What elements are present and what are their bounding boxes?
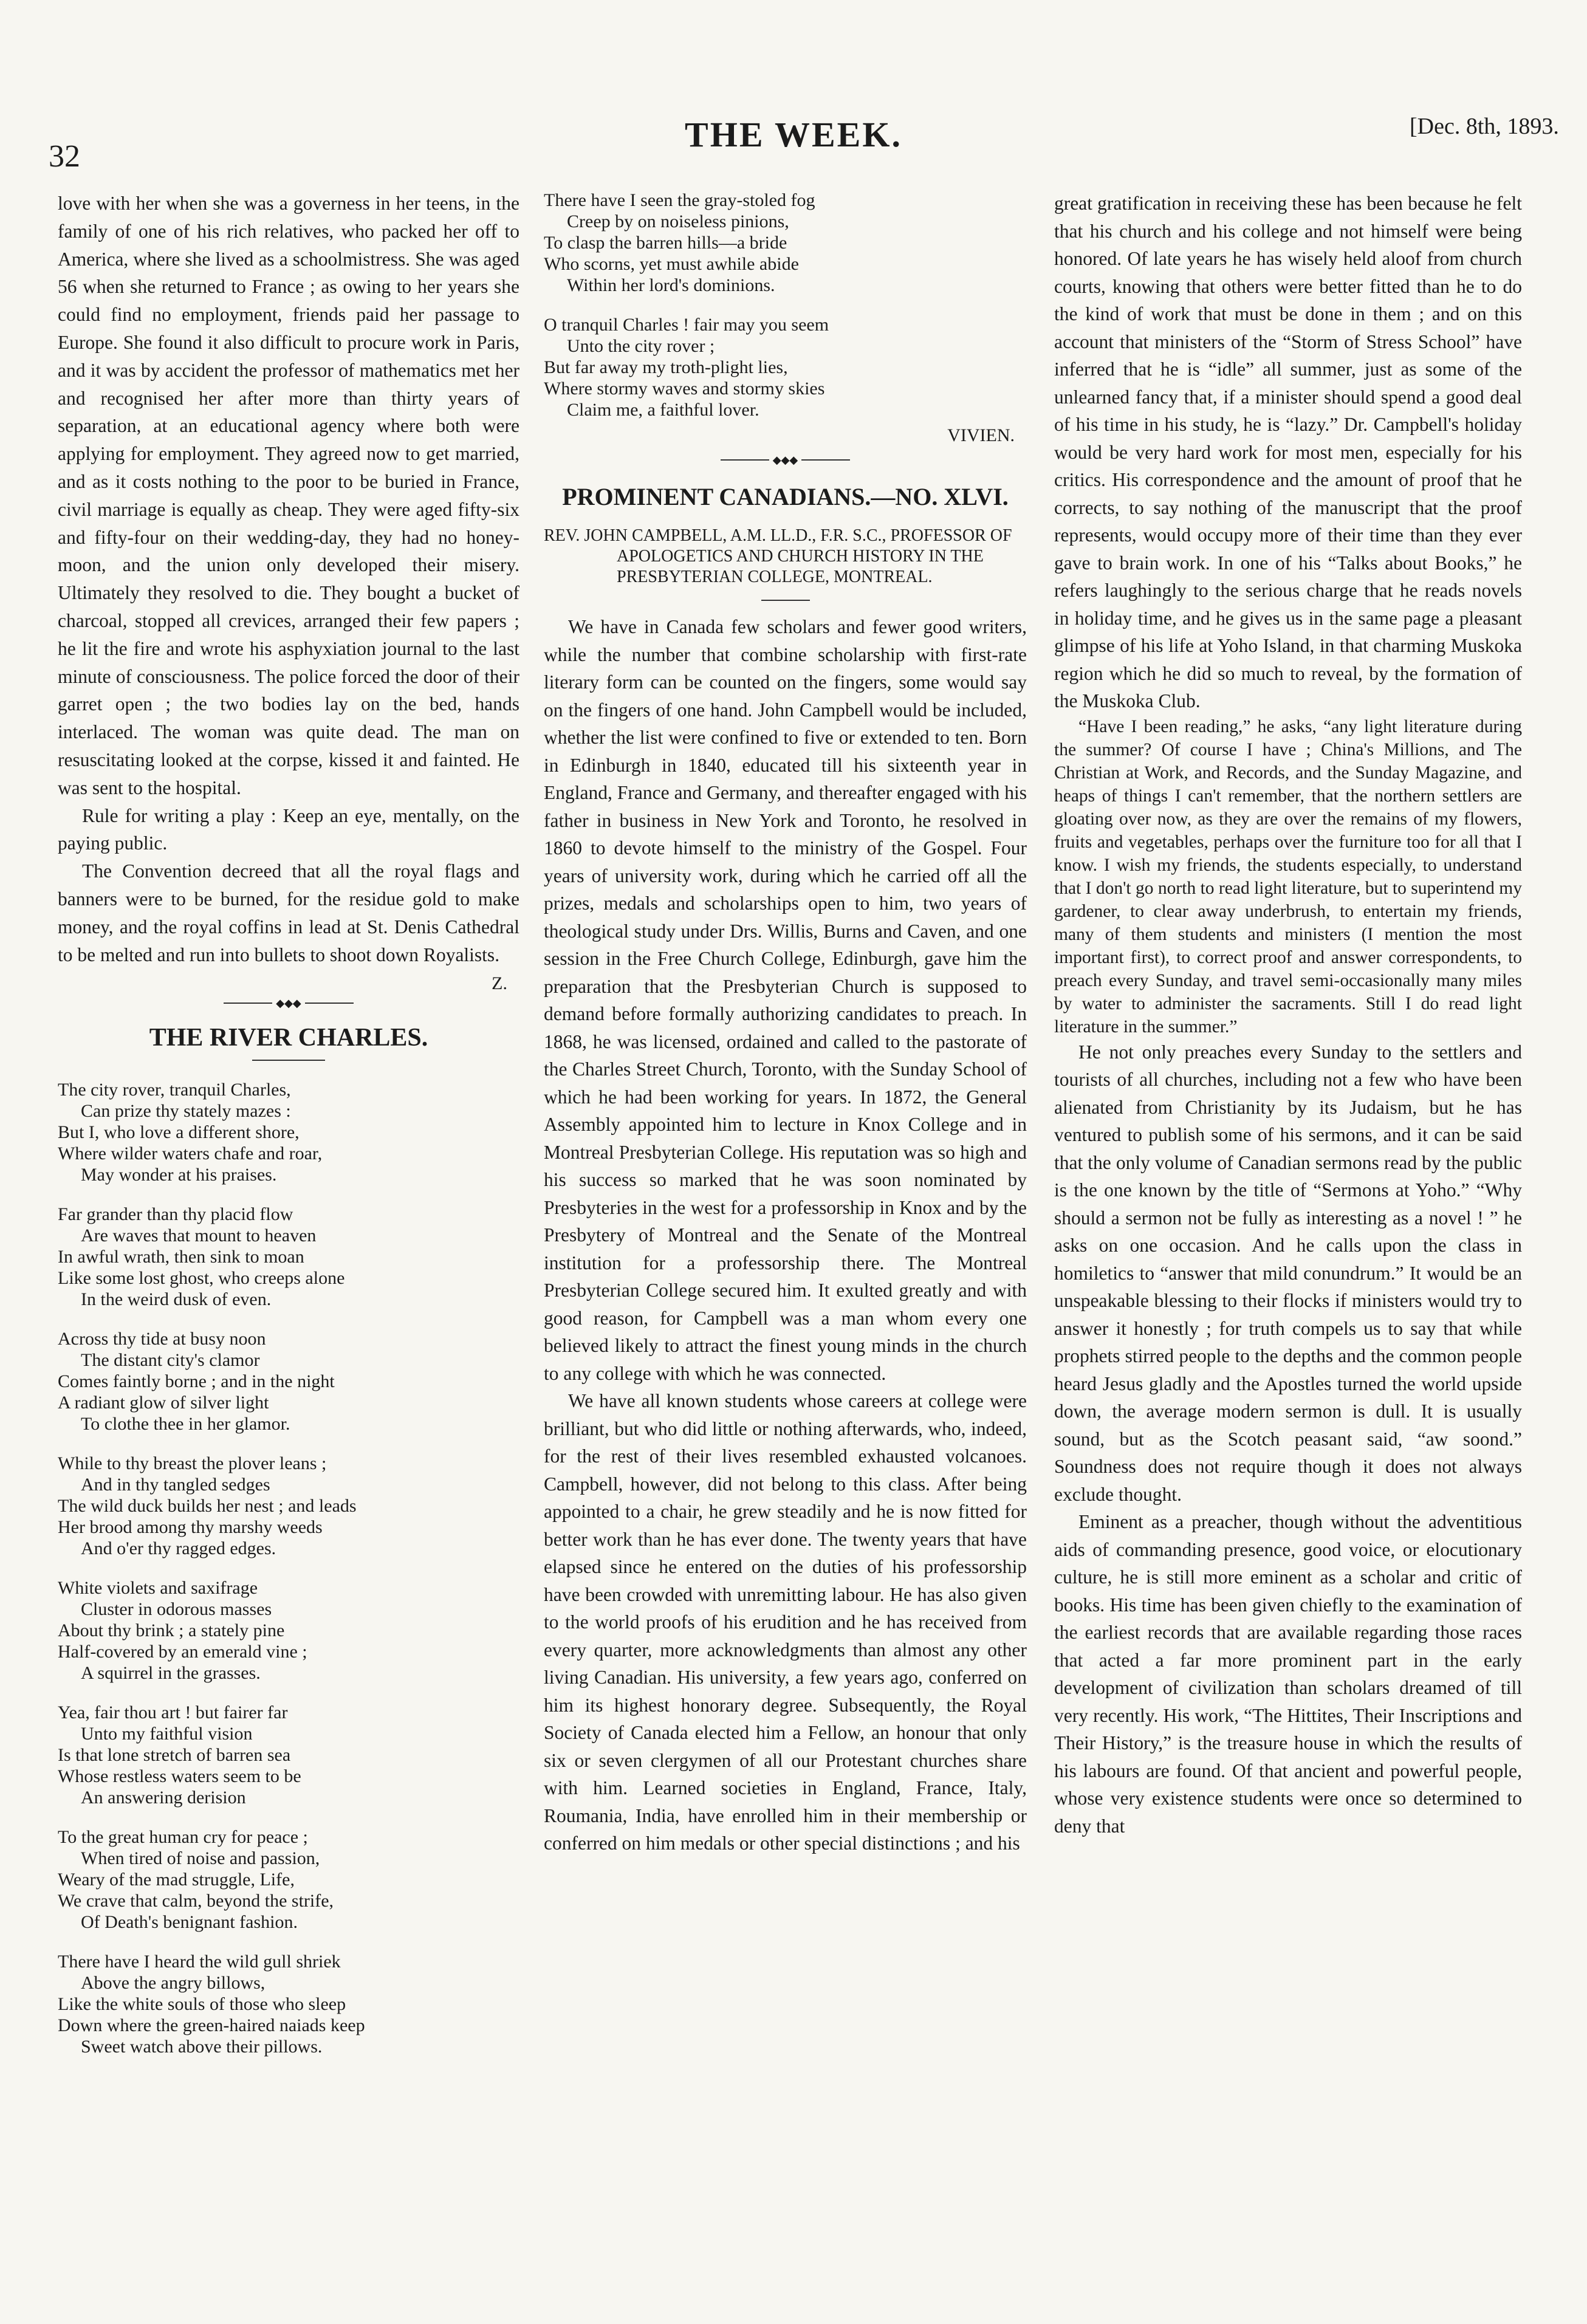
paragraph: great gratification in receiving these has been because he felt that his church and his college and not himself were being honored. Of late years he has wisely held aloof from church courts, knowing that others were better fitted than he to do the kind of work that must be done in them ; and on this account that ministers of the “Storm of Stress School” have inferred that he is “idle” all summer, just as some of the unlearned fancy that, if a minister should spend a good deal of his time in his study, he is “lazy.” Dr. Campbell's holiday would be very hard work for most men, especially for his critics. His correspondence and the amount of proof that he corrects, to say nothing of the manuscript that the proof represents, would occupy more of their time than they ever gave to brain work. In one of his “Talks about Books,” he refers laughingly to the serious charge that he reads novels in holiday time, and he gives us in the same page a pleasant glimpse of his life at Yoho Island, in that charming Muskoka region which he did so much to reveal, by the formation of the Muskoka Club. bbox=[1054, 193, 1522, 711]
poem-line: In awful wrath, then sink to moan bbox=[58, 1247, 304, 1267]
poem-line: Weary of the mad struggle, Life, bbox=[58, 1870, 295, 1890]
poem-line: Sweet watch above their pillows. bbox=[81, 2037, 323, 2057]
poem-stanza bbox=[544, 190, 1027, 296]
poem-line: We crave that calm, beyond the strife, bbox=[58, 1891, 334, 1911]
poem-stanza bbox=[58, 1702, 519, 1808]
section-divider: ◆◆◆ bbox=[544, 451, 1027, 469]
paragraph: love with her when she was a governess in her teens, in the family of one of his rich relatives, who packed her off to America, where she lived as a schoolmistress. She was aged 56 when she returned to France ; as owing to her years she could find no employment, friends paid her passage to Europe. She found it also difficult to procure work in Paris, and it was by accident the professor of mathematics met her and recognised her after more than thirty years of separation, at an educational agency where both were applying for employment. They agreed now to get married, and as it costs nothing to the poor to be buried in France, civil marriage is equally as cheap. They were aged fifty-six and fifty-four on their wedding-day, they had no honey-moon, and the union only developed their misery. Ultimately they resolved to die. They bought a bucket of charcoal, stopped all crevices, arranged their few papers ; he lit the fire and wrote his asphyxiation journal to the last minute of consciousness. The police forced the door of their garret open ; the two bodies lay on the bed, hands interlaced. The woman was quite dead. The man on resuscitating looked at the corpse, kissed it and fainted. He was sent to the hospital. bbox=[58, 193, 519, 798]
quoted-paragraph: “Have I been reading,” he asks, “any light literature during the summer? Of course I have ; China's Millions, and The Christian at Work, and Records, and the Sunday Magazine, and heaps of things I can't remember, that the northern settlers are gloating over now, as they are over the remains of my flowers, fruits and vegetables, perhaps over the furniture too for all that I know. I wish my friends, the students especially, to understand that I don't go north to read light literature, but to superintend my gardener, to clear away underbrush, to entertain my friends, many of them students and ministers (I mention the most important first), to correct proof and answer correspondents, to preach every Sunday, and travel semi-occasionally many miles by water to administer the sacraments. Still I do read light literature in the summer.” bbox=[1054, 716, 1522, 1037]
column-3 bbox=[1054, 190, 1522, 1840]
poem-line: Cluster in odorous masses bbox=[81, 1599, 272, 1620]
poem-line: And in thy tangled sedges bbox=[81, 1475, 270, 1495]
poem-line: May wonder at his praises. bbox=[81, 1165, 277, 1185]
poem-line: An answering derision bbox=[81, 1788, 246, 1808]
paragraph: We have all known students whose careers at college were brilliant, but who did little or nothing afterwards, who, indeed, for the rest of their lives resembled exhausted volcanoes. Campbell, however, did not belong to this class. After being appointed to a chair, he grew steadily and he is now fitted for better work than he has ever done. The twenty years that have elapsed since he entered on the duties of his professorship have been crowded with unremitting labour. He has also given to the world proofs of his erudition and he has received from every quarter, more acknowledgments than almost any other living Canadian. His university, a few years ago, conferred on him its highest honorary degree. Subsequently, the Royal Society of Canada elected him a Fellow, an honour that only six or seven clergymen of all our Protestant churches share with him. Learned societies in England, France, Italy, Roumania, India, have enrolled him in their membership or conferred on him medals or other special distinctions ; and his bbox=[544, 1390, 1027, 1854]
poem-line: To clasp the barren hills—a bride bbox=[544, 233, 787, 253]
poem-line: Who scorns, yet must awhile abide bbox=[544, 254, 799, 274]
poem-line: When tired of noise and passion, bbox=[81, 1848, 320, 1869]
poem-line: Is that lone stretch of barren sea bbox=[58, 1745, 291, 1766]
poem-stanza bbox=[58, 1328, 519, 1435]
poem-line: Where stormy waves and stormy skies bbox=[544, 379, 825, 399]
page-number: 32 bbox=[49, 139, 80, 174]
poem-continuation bbox=[544, 190, 1027, 420]
poem-line: There have I seen the gray-stoled fog bbox=[544, 190, 815, 210]
poem-stanza bbox=[58, 1453, 519, 1559]
poem-line: The city rover, tranquil Charles, bbox=[58, 1080, 291, 1100]
poem-line: Unto the city rover ; bbox=[567, 336, 715, 356]
poem-line: And o'er thy ragged edges. bbox=[81, 1538, 276, 1559]
poem-line: Yea, fair thou art ! but fairer far bbox=[58, 1702, 288, 1723]
poem-line: Across thy tide at busy noon bbox=[58, 1329, 266, 1349]
poem-stanza bbox=[58, 1204, 519, 1310]
article-subhead: REV. JOHN CAMPBELL, A.M. LL.D., F.R. S.C., PROFESSOR OF APOLOGETICS AND CHURCH HISTORY IN THE PRESBYTERIAN COLLEGE, MONTREAL. bbox=[544, 526, 1012, 586]
poem-line: Within her lord's dominions. bbox=[567, 275, 775, 295]
title-rule bbox=[252, 1060, 325, 1061]
poem-stanza bbox=[58, 1826, 519, 1933]
article-body bbox=[544, 613, 1027, 1857]
poem-line: Creep by on noiseless pinions, bbox=[567, 211, 789, 231]
poem-stanza bbox=[58, 1079, 519, 1185]
poem-line: To the great human cry for peace ; bbox=[58, 1827, 308, 1848]
signature: Z. bbox=[492, 973, 507, 994]
poem-stanza bbox=[58, 1577, 519, 1684]
poem-line: While to thy breast the plover leans ; bbox=[58, 1453, 327, 1474]
paragraph: Rule for writing a play : Keep an eye, mentally, on the paying public. bbox=[58, 804, 519, 854]
poem-signature: VIVIEN. bbox=[947, 425, 1015, 445]
column-1 bbox=[58, 190, 519, 2075]
poem-line: Like the white souls of those who sleep bbox=[58, 1994, 346, 2015]
masthead-title: THE WEEK. bbox=[685, 115, 902, 154]
poem-line: In the weird dusk of even. bbox=[81, 1289, 272, 1310]
poem-line: Whose restless waters seem to be bbox=[58, 1766, 301, 1787]
section-title: PROMINENT CANADIANS.—NO. XLVI. bbox=[562, 483, 1009, 510]
poem bbox=[58, 1079, 519, 2057]
poem-line: White violets and saxifrage bbox=[58, 1578, 258, 1599]
column-2 bbox=[544, 190, 1027, 1857]
poem-line: Half-covered by an emerald vine ; bbox=[58, 1642, 307, 1662]
poem-line: Can prize thy stately mazes : bbox=[81, 1101, 291, 1122]
poem-stanza bbox=[58, 1951, 519, 2057]
poem-line: Where wilder waters chafe and roar, bbox=[58, 1143, 323, 1164]
poem-line: The wild duck builds her nest ; and leads bbox=[58, 1496, 357, 1517]
poem-line: Her brood among thy marshy weeds bbox=[58, 1517, 323, 1538]
article-continuation bbox=[58, 190, 519, 968]
subhead-rule bbox=[761, 600, 810, 601]
poem-line: Like some lost ghost, who creeps alone bbox=[58, 1268, 345, 1289]
poem-line: Comes faintly borne ; and in the night bbox=[58, 1371, 335, 1392]
poem-stanza bbox=[544, 314, 1027, 420]
poem-line: Down where the green-haired naiads keep bbox=[58, 2015, 365, 2036]
section-divider: ◆◆◆ bbox=[58, 994, 519, 1012]
poem-line: About thy brink ; a stately pine bbox=[58, 1620, 285, 1641]
poem-line: Far grander than thy placid flow bbox=[58, 1204, 293, 1225]
poem-line: Above the angry billows, bbox=[81, 1973, 266, 1993]
poem-line: The distant city's clamor bbox=[81, 1350, 260, 1371]
poem-line: O tranquil Charles ! fair may you seem bbox=[544, 315, 829, 335]
poem-line: But I, who love a different shore, bbox=[58, 1122, 300, 1143]
poem-line: Unto my faithful vision bbox=[81, 1724, 253, 1744]
poem-line: To clothe thee in her glamor. bbox=[81, 1414, 290, 1435]
poem-line: Claim me, a faithful lover. bbox=[567, 400, 759, 420]
poem-line: A radiant glow of silver light bbox=[58, 1393, 269, 1413]
paragraph: We have in Canada few scholars and fewer good writers, while the number that combine scholarship with first-rate literary form can be counted on the fingers, some would say on the fingers of one hand. John Campbell would be included, whether the list were confined to five or extended to ten. Born in Edinburgh in 1840, educated till his sixteenth year in England, France and Germany, and thereafter engaged with his father in business in New York and Toronto, he resolved in 1860 to devote himself to the ministry of the Gospel. Four years of university work, during which he carried off all the prizes, medals and scholarships open to him, two years of theological study under Drs. Willis, Burns and Caven, and one session in the Free Church College, Edinburgh, gave him the preparation that the Presbyterian Church is supposed to demand before formally authorizing candidates to preach. In 1868, he was licensed, ordained and called to the pastorate of the Charles Street Church, Toronto, with the Sunday School of which he had been working for years. In 1872, the General Assembly appointed him to lecture in Knox College and in Montreal Presbyterian College. His reputation was so high and his success so marked that he was soon nominated by Presbyteries in the west for a professorship in Knox and by the Presbytery of Montreal and the Senate of the Montreal institution for a professorship there. The Montreal Presbyterian College secured him. It exulted greatly and with good reason, for Campbell was a man whom every one believed likely to attract the finest young minds in the church to any college with which he was connected. bbox=[544, 616, 1027, 1384]
issue-date: [Dec. 8th, 1893. bbox=[1410, 114, 1559, 139]
article-body-continued bbox=[1054, 190, 1522, 1840]
poem-line: Are waves that mount to heaven bbox=[81, 1225, 317, 1246]
poem-line: Of Death's benignant fashion. bbox=[81, 1912, 298, 1933]
poem-line: A squirrel in the grasses. bbox=[81, 1663, 261, 1684]
paragraph: Eminent as a preacher, though without the adventitious aids of commanding presence, good voice, or elocutionary culture, he is still more eminent as a scholar and critic of books. His time has been given chiefly to the examination of the earliest records that are available regarding those races that acted a far more prominent part in the early development of civilization than scholars dreamed of till very recently. His work, “The Hittites, Their Inscriptions and Their History,” is the treasure house in which the results of his labours are found. Of that ancient and powerful people, whose very existence students were once so determined to deny that bbox=[1054, 1511, 1522, 1837]
poem-line: But far away my troth-plight lies, bbox=[544, 357, 788, 377]
paragraph: He not only preaches every Sunday to the settlers and tourists of all churches, including not a few who have been alienated from Christianity by its Judaism, but he has ventured to publish some of his sermons, and it can be said that the only volume of Canadian sermons read by the public is the one known by the title of “Sermons at Yoho.” “Why should a sermon not be fully as interesting as a novel ! ” he asks on one occasion. And he calls upon the class in homiletics to “answer that mild conundrum.” It would be an unspeakable blessing to their flocks if ministers would try to answer it honestly ; for truth compels us to say that while prophets stirred people to the depths and the common people heard Jesus gladly and the Apostles turned the world upside down, the average modern sermon is dull. It is usually sound, but as the Scotch peasant said, “aw soond.” Soundness does not require though it does not always exclude thought. bbox=[1054, 1041, 1522, 1505]
poem-line: There have I heard the wild gull shriek bbox=[58, 1952, 341, 1972]
poem-title: THE RIVER CHARLES. bbox=[149, 1024, 428, 1052]
paragraph: The Convention decreed that all the royal flags and banners were to be burned, for the residue gold to make money, and the royal coffins in lead at St. Denis Cathedral to be melted and run into bullets to shoot down Royalists. bbox=[58, 860, 519, 965]
